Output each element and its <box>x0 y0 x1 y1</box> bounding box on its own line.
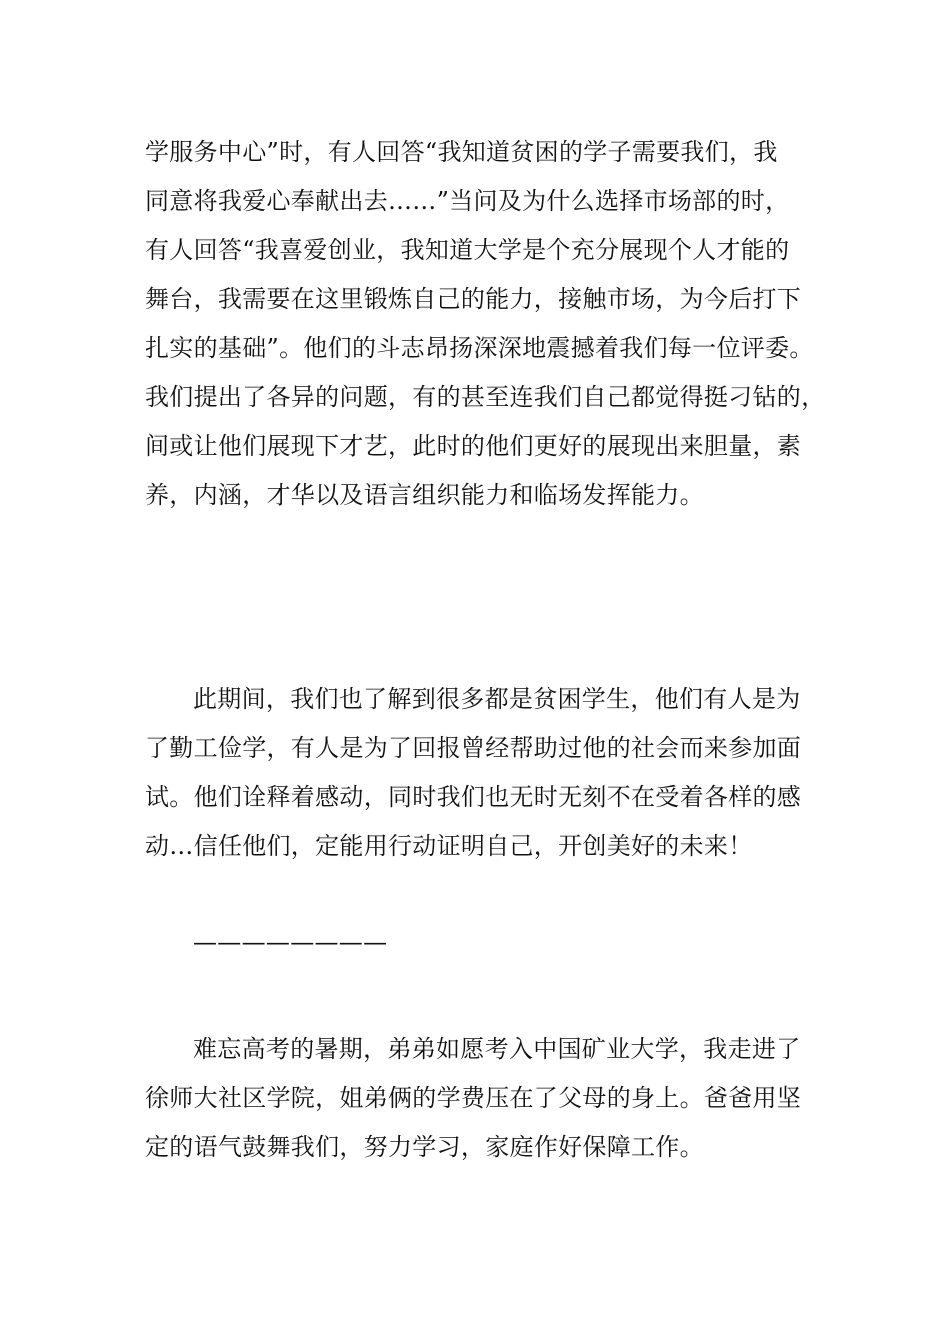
text-line: 学服务中心”时，有人回答“我知道贫困的学子需要我们，我 <box>145 138 778 166</box>
divider-dashes: ———————— <box>193 928 388 956</box>
text-line: 试。他们诠释着感动，同时我们也无时无刻不在受着各样的感 <box>145 783 802 811</box>
text-line: 徐师大社区学院，姐弟俩的学费压在了父母的身上。爸爸用坚 <box>145 1084 802 1112</box>
text-line: 难忘高考的暑期，弟弟如愿考入中国矿业大学，我走进了 <box>193 1035 801 1063</box>
text-line: 间或让他们展现下才艺，此时的他们更好的展现出来胆量，素 <box>145 432 802 460</box>
text-line: 养，内涵，才华以及语言组织能力和临场发挥能力。 <box>145 481 704 509</box>
paragraph-college-entrance <box>145 1025 815 1172</box>
text-line: 此期间，我们也了解到很多都是贫困学生，他们有人是为 <box>193 685 801 713</box>
text-line: 定的语气鼓舞我们，努力学习，家庭作好保障工作。 <box>145 1133 704 1161</box>
text-line: 同意将我爱心奉献出去……”当问及为什么选择市场部的时， <box>145 187 790 215</box>
text-line: 动…信任他们，定能用行动证明自己，开创美好的未来！ <box>145 832 753 860</box>
paragraph-poor-students <box>145 675 815 871</box>
text-line: 舞台，我需要在这里锻炼自己的能力，接触市场，为今后打下 <box>145 285 802 313</box>
section-divider <box>145 918 815 967</box>
text-line: 扎实的基础”。他们的斗志昂扬深深地震撼着我们每一位评委。 <box>145 334 814 362</box>
paragraph-interview-answers <box>145 128 826 520</box>
text-line: 有人回答“我喜爱创业，我知道大学是个充分展现个人才能的 <box>145 236 790 264</box>
text-line: 我们提出了各异的问题，有的甚至连我们自己都觉得挺刁钻的， <box>145 383 826 411</box>
text-line: 了勤工俭学，有人是为了回报曾经帮助过他的社会而来参加面 <box>145 734 802 762</box>
